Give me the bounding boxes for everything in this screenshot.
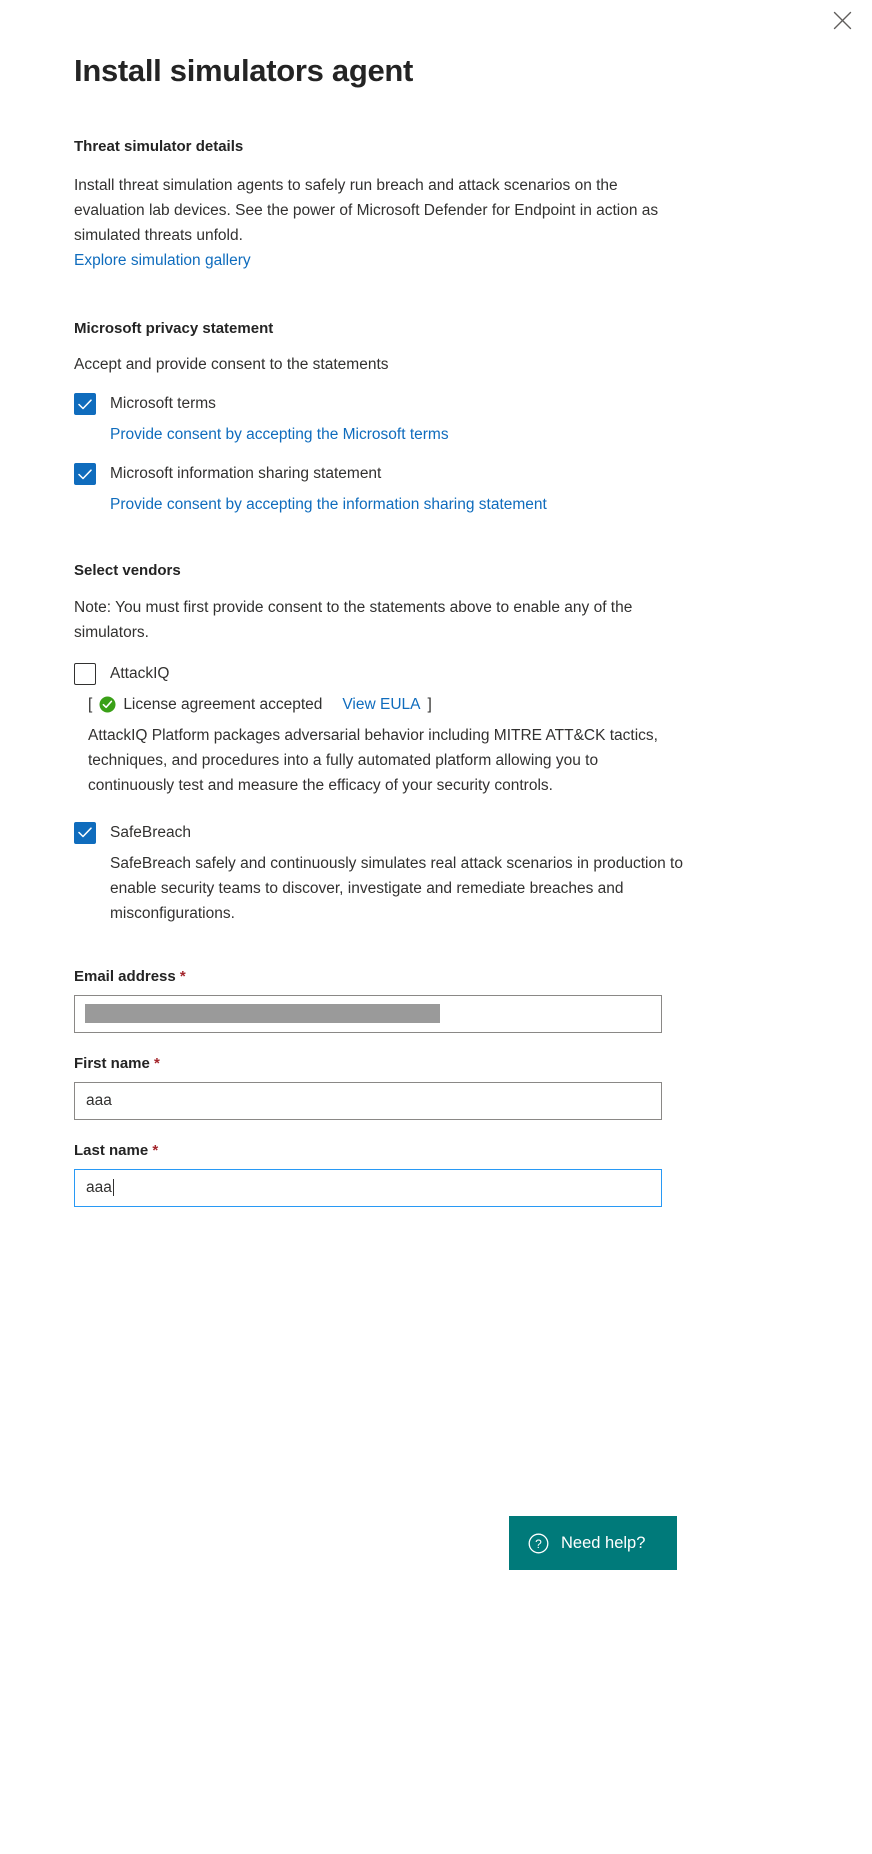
last-name-required-marker: * (152, 1141, 159, 1159)
checkbox-label-information-sharing: Microsoft information sharing statement (110, 465, 382, 483)
consent-link-information-sharing[interactable]: Provide consent by accepting the information sharing statement (110, 496, 547, 514)
checkbox-label-attackiq: AttackIQ (110, 664, 170, 682)
checkbox-attackiq[interactable] (74, 663, 96, 685)
checkbox-information-sharing[interactable] (74, 463, 96, 485)
text-caret (113, 1179, 114, 1196)
green-check-circle-icon (99, 696, 116, 713)
view-eula-link[interactable]: View EULA (342, 695, 421, 713)
first-name-value: aaa (86, 1091, 112, 1109)
last-name-value: aaa (86, 1178, 112, 1196)
svg-text:?: ? (535, 1536, 542, 1551)
checkmark-icon (78, 399, 92, 410)
threat-details-paragraph: Install threat simulation agents to safely run breach and attack scenarios on the evaluation lab devices. See the power of Microsoft Defender for Endpoint in action as simulated threats unfold. (74, 176, 659, 244)
checkbox-label-safebreach: SafeBreach (110, 823, 191, 841)
first-name-label-text: First name (74, 1054, 150, 1072)
page-title: Install simulators agent (74, 53, 414, 88)
last-name-label (74, 1142, 714, 1159)
consent-link-wrap-microsoft-terms (110, 422, 714, 447)
email-address-group (74, 968, 714, 1033)
privacy-statement-section (74, 319, 714, 518)
attackiq-description: AttackIQ Platform packages adversarial behavior including MITRE ATT&CK tactics, techniques, and procedures into a fully automated platform allowing you to continuously test and measure the efficacy of your security controls. (88, 726, 658, 794)
checkbox-label-microsoft-terms: Microsoft terms (110, 395, 216, 413)
email-address-label (74, 968, 714, 985)
first-name-group (74, 1055, 714, 1120)
checkbox-row-safebreach[interactable] (74, 822, 714, 844)
need-help-label: Need help? (561, 1533, 646, 1552)
threat-simulator-details-section (74, 137, 714, 273)
eula-status-text: License agreement accepted (123, 695, 323, 713)
checkbox-row-attackiq[interactable] (74, 663, 714, 685)
last-name-field[interactable] (74, 1169, 662, 1207)
eula-bracket-close: ] (427, 695, 432, 713)
first-name-required-marker: * (154, 1054, 160, 1072)
close-button[interactable] (820, 0, 864, 40)
checkbox-row-microsoft-terms[interactable] (74, 393, 714, 415)
select-vendors-note: Note: You must first provide consent to the statements above to enable any of the simulators. (74, 598, 633, 641)
select-vendors-section (74, 561, 714, 926)
privacy-intro-text: Accept and provide consent to the statements (74, 356, 389, 374)
checkbox-microsoft-terms[interactable] (74, 393, 96, 415)
email-field[interactable] (74, 995, 662, 1033)
threat-details-heading: Threat simulator details (74, 138, 244, 156)
attackiq-eula-line (88, 694, 714, 716)
explore-simulation-gallery-link[interactable]: Explore simulation gallery (74, 251, 251, 269)
checkmark-icon (78, 469, 92, 480)
first-name-field[interactable] (74, 1082, 662, 1120)
last-name-group (74, 1142, 714, 1207)
checkbox-row-information-sharing[interactable] (74, 463, 714, 485)
question-circle-icon (528, 1533, 549, 1554)
consent-link-wrap-information-sharing (110, 492, 714, 517)
consent-link-microsoft-terms[interactable]: Provide consent by accepting the Microsoft terms (110, 426, 449, 444)
safebreach-description: SafeBreach safely and continuously simulates real attack scenarios in production to enable security teams to discover, investigate and remediate breaches and misconfigurations. (110, 854, 683, 922)
eula-bracket-open: [ (88, 695, 93, 713)
checkmark-icon (78, 827, 92, 838)
first-name-label (74, 1055, 714, 1072)
need-help-button[interactable] (509, 1516, 677, 1570)
install-simulators-panel (74, 0, 714, 1207)
email-required-marker: * (179, 967, 186, 985)
select-vendors-heading: Select vendors (74, 562, 181, 580)
email-address-label-text: Email address (74, 967, 176, 985)
close-icon (833, 11, 852, 30)
last-name-label-text: Last name (74, 1141, 149, 1159)
privacy-heading: Microsoft privacy statement (74, 319, 274, 337)
checkbox-safebreach[interactable] (74, 822, 96, 844)
redacted-email-value (85, 1004, 440, 1023)
